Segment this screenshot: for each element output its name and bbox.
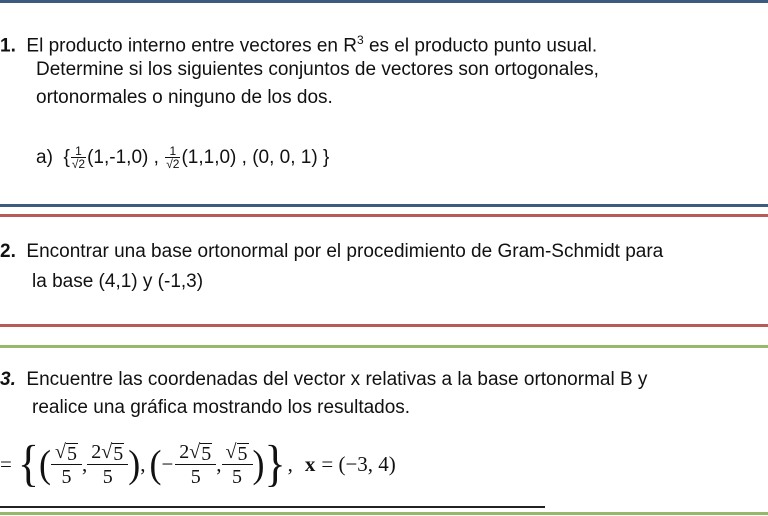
formula-frac-c: 2 √ 5 5	[177, 440, 214, 489]
fraction-1	[71, 145, 86, 170]
q1-superscript: 3	[357, 33, 364, 47]
set-open-brace: {	[63, 147, 70, 168]
q1-line3: ortonormales o ninguno de los dos.	[36, 87, 333, 108]
frac-a-radicand: 5	[66, 442, 77, 465]
q1-line1	[0, 28, 597, 58]
formula-left-paren-1: (	[38, 442, 51, 486]
formula-right-brace: }	[264, 435, 286, 492]
q1-part-a	[36, 143, 329, 173]
formula-equals: =	[0, 451, 12, 476]
formula-separator: ,	[287, 451, 293, 476]
formula-frac-b: 2 √ 5 5	[89, 440, 126, 489]
frac-b-denominator: 5	[87, 464, 128, 489]
fraction-1-numerator: 1	[75, 144, 82, 159]
formula-frac-d: √ 5 5	[224, 440, 251, 489]
q2-line2: la base (4,1) y (-1,3)	[32, 271, 204, 292]
q1-line1-text-a: El producto interno entre vectores en R	[26, 35, 357, 57]
q3-line1-text: Encuentre las coordenadas del vector x relativas a la base ortonormal B y	[26, 369, 648, 390]
q1-number: 1.	[0, 35, 16, 57]
frac-b-radicand: 5	[113, 442, 124, 465]
formula-comma-3: ,	[216, 451, 222, 476]
q2-number: 2.	[0, 241, 16, 262]
formula-underline	[0, 506, 545, 508]
vector-1: (1,-1,0) ,	[87, 147, 159, 168]
formula-left-brace: {	[17, 435, 39, 492]
frac-c-denominator: 5	[175, 464, 216, 489]
fraction-1-denominator: √2	[71, 157, 86, 172]
formula-comma-1: ,	[81, 451, 88, 476]
basis-formula	[0, 432, 560, 496]
frac-c-radicand: 5	[201, 442, 212, 465]
fraction-2-numerator: 1	[169, 144, 177, 159]
q3-number: 3.	[0, 369, 16, 390]
formula-minus: −	[161, 451, 174, 476]
frac-b-coefficient: 2	[91, 440, 102, 463]
formula-frac-a: √ 5 5	[53, 440, 80, 489]
part-a-label: a)	[36, 147, 53, 168]
red-rule-2	[0, 324, 768, 327]
formula-right-paren-1: )	[128, 442, 141, 486]
q1-line1-text-b: es el producto punto usual.	[363, 35, 598, 57]
fraction-2-denominator: √2	[166, 157, 180, 172]
formula-left-paren-2: (	[149, 442, 162, 486]
blue-rule-1	[0, 204, 768, 207]
q3-line2: realice una gráfica mostrando los resultados.	[32, 397, 411, 418]
fraction-2	[165, 145, 180, 170]
red-rule-1	[0, 214, 768, 217]
q1-line2: Determine si los siguientes conjuntos de vectores son ortogonales,	[36, 59, 599, 80]
formula-right-paren-2: )	[252, 442, 265, 486]
formula-rhs: = (−3, 4)	[321, 451, 396, 476]
green-rule-1	[0, 345, 768, 348]
frac-c-coefficient: 2	[179, 440, 190, 463]
frac-a-denominator: 5	[51, 464, 82, 489]
green-rule-2	[0, 512, 768, 515]
q2-line1-text: Encontrar una base ortonormal por el procedimiento de Gram-Schmidt para	[26, 241, 664, 262]
formula-vector-x: x	[304, 451, 316, 476]
frac-d-denominator: 5	[222, 464, 253, 489]
vector-2-3: (1,1,0) , (0, 0, 1) }	[181, 147, 330, 168]
q2-line1	[0, 240, 663, 264]
frac-d-radicand: 5	[237, 442, 248, 465]
formula-comma-2: ,	[140, 451, 146, 476]
q3-line1	[0, 368, 647, 392]
top-rule	[0, 0, 768, 3]
